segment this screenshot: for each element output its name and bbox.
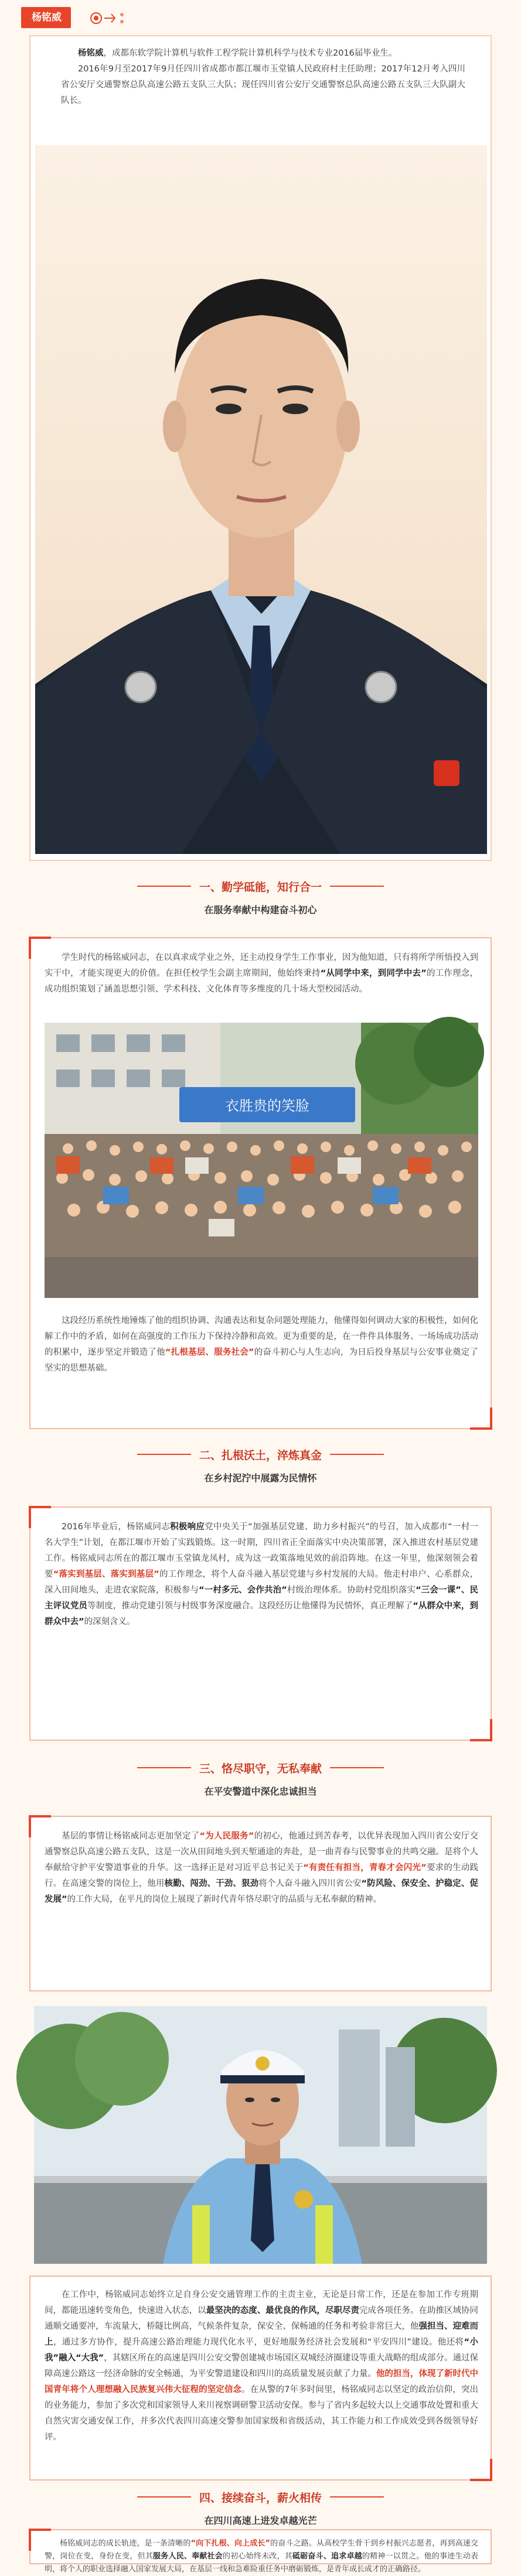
portrait-photo (35, 145, 487, 854)
name-strip (0, 0, 521, 23)
title-line-right (330, 886, 384, 887)
section-4-subtitle: 在四川高速上进发卓越光芒 (204, 2515, 317, 2526)
paper-cut-flower-icon (88, 9, 129, 27)
section-4-title: 四、接续奋斗，薪火相传 (197, 2489, 324, 2505)
section-3-paragraph-2: 在工作中，杨铭威同志始终立足自身公安交通管理工作的主责主业，无论是日常工作，还是在参加工作专班期间，都能迅速转变角色，快速进入状态，以最坚决的态度、最优良的作风，尽职尽责完成各项任务。在助推区域协同通顺交通要冲，车流量大，桥隧比例高，气候条件复杂，保安全、保畅通的任务和考验非常巨大，他强担当、迎难而上，通过多方协作，提升高速公路治理能力现代化水平，更好地服务经济社会发展和“平安四川”建设。他还将“小我”融入“大我”，其辖区所在的高速是四川公安交警创建城市场国区双城经济圈建设等重大战略的组成部分。通过保障高速公路这一经济命脉的安全畅通，为平安警道建设和四川的高质量发展贡献了力量。他的担当，体现了新时代中国青年将个人理想融入民族复兴伟大征程的坚定信念。在从警的7年多时间里，杨铭威同志以坚定的政治信仰，突出的业务能力，参加了多次党和国家领导人来川视察调研警卫活动安保。参与了省内多起较大以上交通事故处置和重大自然灾害交通安保工作，并多次代表四川高速交警参加国家级和省级活动，其工作能力和工作成效受到各级领导好评。 (45, 2290, 479, 2442)
intro-frame (29, 35, 492, 861)
title-line-left (137, 2496, 191, 2498)
corner-decoration (470, 1719, 492, 1741)
corner-decoration (470, 2459, 492, 2481)
section-1-paragraph-1: 学生时代的杨铭威同志，在以真求成学业之外，还主动投身学生工作事业，因为他知道，只有将所学所悟投入到实干中，才能实现更大的价值。在担任校学生会副主席期间，他始终秉持“从同学中来，到同学中去”的工作理念，成功组织策划了涵盖思想引领、学术科技、文化体育等多维度的几十场大型校园活动。 (45, 953, 479, 994)
section-2-title: 二、扎根沃土，淬炼真金 (197, 1447, 324, 1463)
section-1-title: 一、勤学砥能，知行合一 (197, 879, 324, 894)
traffic-police-photo (34, 2006, 487, 2264)
title-line-right (330, 1454, 384, 1455)
section-4-paragraph-1: 杨铭威同志的成长轨迹，是一条清晰的“向下扎根、向上成长”的奋斗之路。从高校学生骨干到乡村振兴志愿者，再到高速交警，岗位在变，身份在变，但其服务人民、奉献社会的初心始终未改，其砥砺奋斗、追求卓越的精神一以贯之。他的事迹生动表明，将个人的职业选择融入国家发展大局，在基层一线和急难险重任务中磨砺锻炼，是青年成长成才的正确路径。 (45, 2539, 478, 2574)
corner-decoration (470, 1407, 492, 1430)
section-1-subtitle: 在服务奉献中构建奋斗初心 (204, 904, 317, 915)
intro-paragraph-1: 杨铭威，成都东软学院计算机与软件工程学院计算机科学与技术专业2016届毕业生。 (78, 49, 397, 58)
banner-text: 衣胜贵的笑脸 (225, 1098, 309, 1114)
group-photo (45, 1023, 478, 1298)
section-1-heading (0, 879, 521, 916)
section-3-heading (0, 1760, 521, 1798)
name-tab: 杨铭威 (21, 7, 71, 28)
section-3-paragraph-1: 基层的事情让杨铭威同志更加坚定了“为人民服务”的初心，他通过到苦春考，以优异表现加入四川省公安厅交通警察总队高速公路五支队，这是一次从田间地头到天堑通途的奔赴，是一曲青春与民警事业的共鸣交融。是将个人奉献给守护平安警道事业的升华。这一选择正是对习近平总书记关于“有责任有担当，青春才会闪光”要求的生动践行。在高速交警的岗位上，他用核勤、闯劲、干劲、狠劲将个人奋斗融入四川省公安“防风险、保安全、护稳定、促发展”的工作大局，在平凡的岗位上展现了新时代青年恪尽职守的品质与无私奉献的精神。 (45, 1832, 479, 1904)
intro-paragraph-2: 2016年9月至2017年9月任四川省成都市都江堰市玉堂镇人民政府村主任助理；2017年12月考入四川省公安厅交通警察总队高速公路五支队三大队；现任四川省公安厅交通警察总队高速公路五支队三大队副大队长。 (61, 64, 465, 105)
section-2-paragraph-1: 2016年毕业后，杨铭威同志积极响应党中央关于“加强基层党建、助力乡村振兴”的号召，加入成都市“一村一名大学生”计划，在都江堰市开始了实践锻炼。这一时期，四川省正全面落实中央决策部署，深入推进农村基层党建工作。杨铭威同志所在的都江堰市玉堂镇龙凤村，成为这一政策落地见效的前沿阵地。在这一年里，他深刻领会着要“落实到基层、落实到基层”的工作理念，将个人奋斗融入基层党建与乡村发展的大局。他走村串户、心系群众，深入田间地头，走进农家院落，积极参与“一村多元、会作共治”村级治理体系。协助村党组织落实“三会一课”、民主评议党员等制度，推动党建引领与村级事务深度融合。这段经历让他懂得为民情怀，真正理解了“从群众中来，到群众中去”的深刻含义。 (45, 1522, 479, 1627)
section-1-paragraph-2: 这段经历系统性地锤炼了他的组织协调、沟通表达和复杂问题处理能力，他懂得如何调动大家的积极性，如何化解工作中的矛盾，如何在高强度的工作压力下保持冷静和高效。更为重要的是，在一件件具体服务、一场场成功活动的积累中，逐步坚定并锻造了他“扎根基层、服务社会”的奋斗初心与人生志向，为日后投身基层与公安事业奠定了坚实的思想基础。 (45, 1316, 479, 1373)
section-2-frame (29, 1506, 492, 1741)
section-3-subtitle: 在平安警道中深化忠诚担当 (204, 1786, 317, 1797)
section-3-title: 三、恪尽职守，无私奉献 (197, 1760, 324, 1776)
section-1-frame (29, 937, 492, 1429)
section-3-frame-2 (29, 2276, 492, 2481)
section-3-frame (29, 1816, 492, 1991)
title-line-left (137, 886, 191, 887)
title-line-left (137, 1454, 191, 1455)
section-2-heading (0, 1447, 521, 1484)
title-line-right (330, 2496, 384, 2498)
title-line-right (330, 1767, 384, 1768)
section-2-subtitle: 在乡村泥泞中展露为民情怀 (204, 1473, 317, 1484)
section-4-heading (0, 2489, 521, 2527)
section-4-frame (29, 2529, 492, 2574)
title-line-left (137, 1767, 191, 1768)
